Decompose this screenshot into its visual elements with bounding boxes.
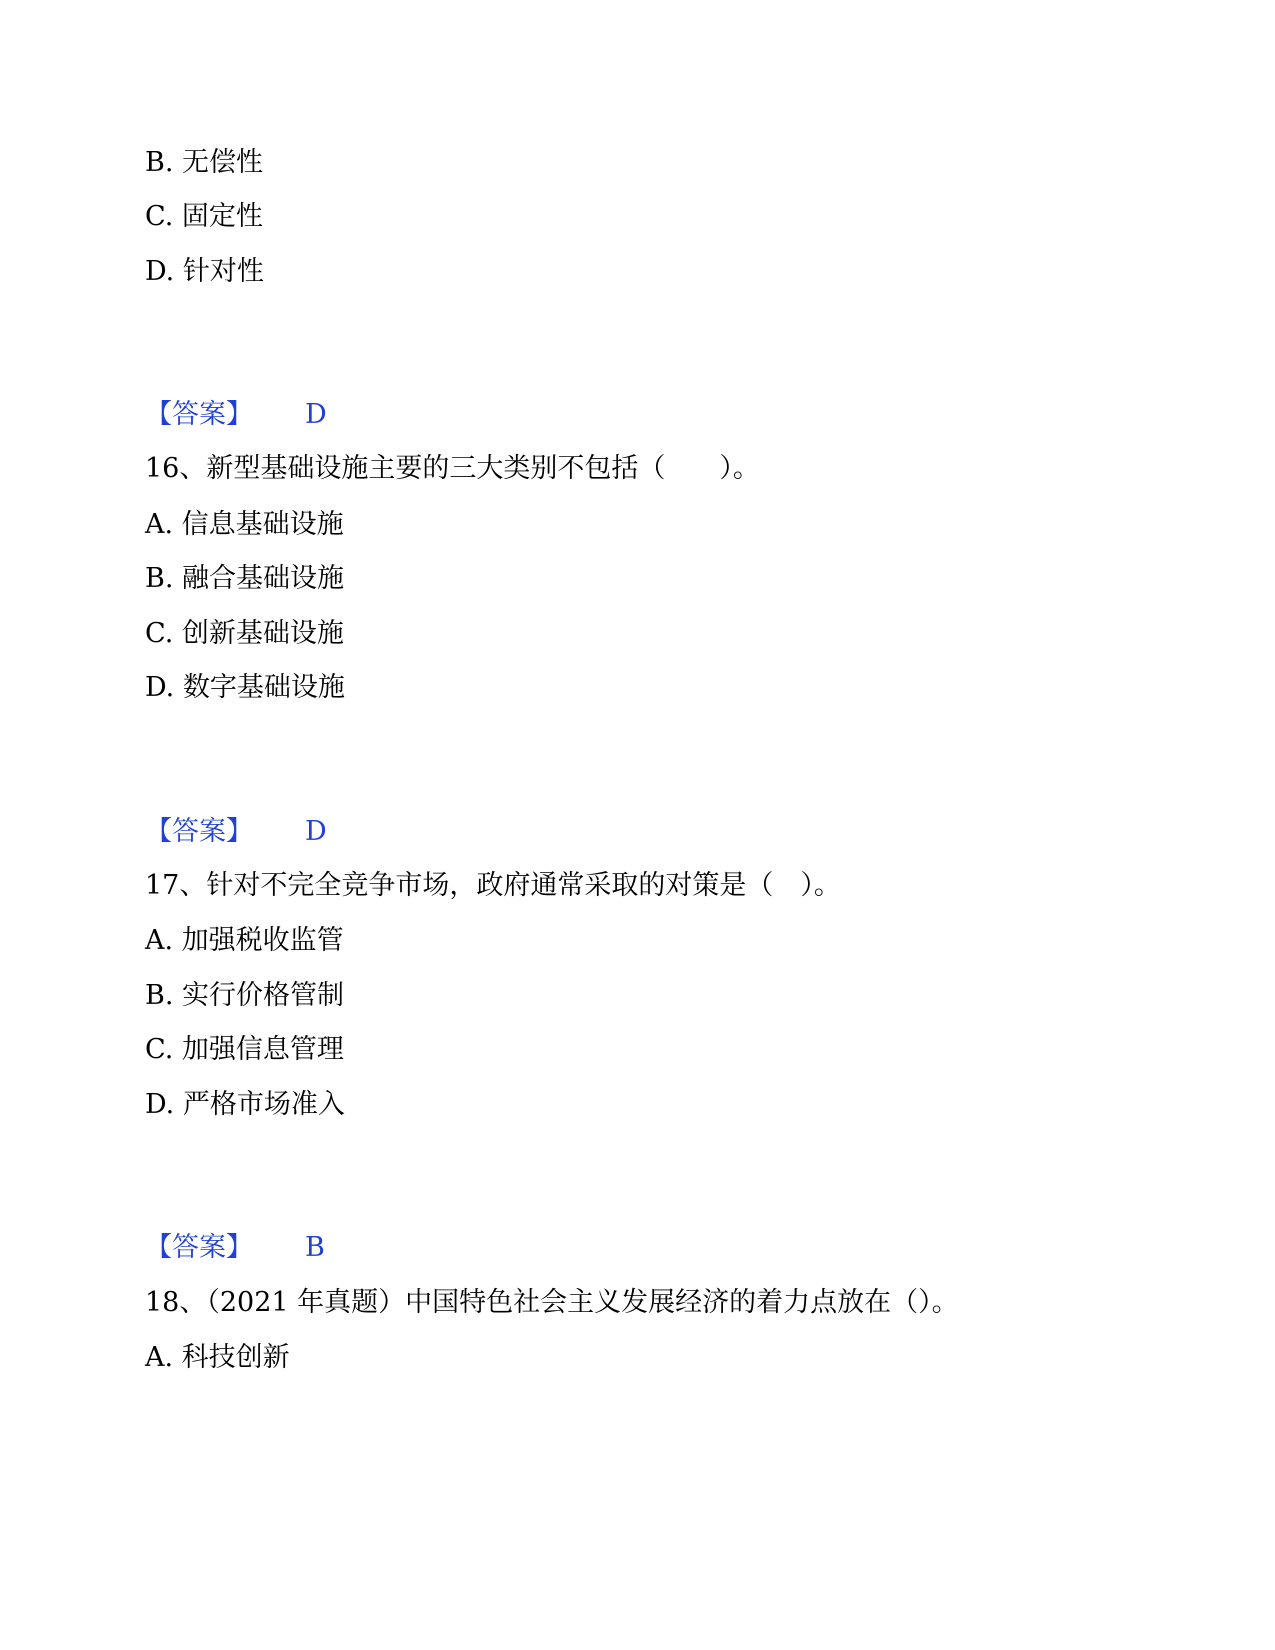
q17-question: 17、针对不完全竞争市场，政府通常采取的对策是（ ）。 [145, 870, 841, 901]
q16-option-d: D. 数字基础设施 [145, 672, 345, 703]
q17-option-b: B. 实行价格管制 [145, 980, 345, 1011]
q18-option-a: A. 科技创新 [145, 1342, 290, 1373]
answer-label: 【答案】 [145, 1232, 253, 1263]
answer-value: D [305, 399, 327, 430]
q17-option-a: A. 加强税收监管 [145, 925, 344, 956]
q17-option-d: D. 严格市场准入 [145, 1089, 345, 1120]
q17-option-c: C. 加强信息管理 [145, 1034, 344, 1065]
q15-option-b: B. 无偿性 [145, 147, 264, 178]
answer-value: B [305, 1232, 325, 1263]
q16-answer [145, 815, 327, 849]
q16-question: 16、新型基础设施主要的三大类别不包括（ ）。 [145, 453, 760, 484]
answer-label: 【答案】 [145, 816, 253, 847]
q16-option-c: C. 创新基础设施 [145, 618, 344, 649]
answer-label: 【答案】 [145, 399, 253, 430]
answer-value: D [305, 816, 327, 847]
q15-answer [145, 398, 327, 432]
q15-option-d: D. 针对性 [145, 256, 264, 287]
q17-answer [145, 1231, 325, 1265]
q15-option-c: C. 固定性 [145, 201, 263, 232]
q18-question: 18、（2021 年真题）中国特色社会主义发展经济的着力点放在（）。 [145, 1287, 959, 1318]
q16-option-a: A. 信息基础设施 [145, 509, 344, 540]
q16-option-b: B. 融合基础设施 [145, 563, 345, 594]
